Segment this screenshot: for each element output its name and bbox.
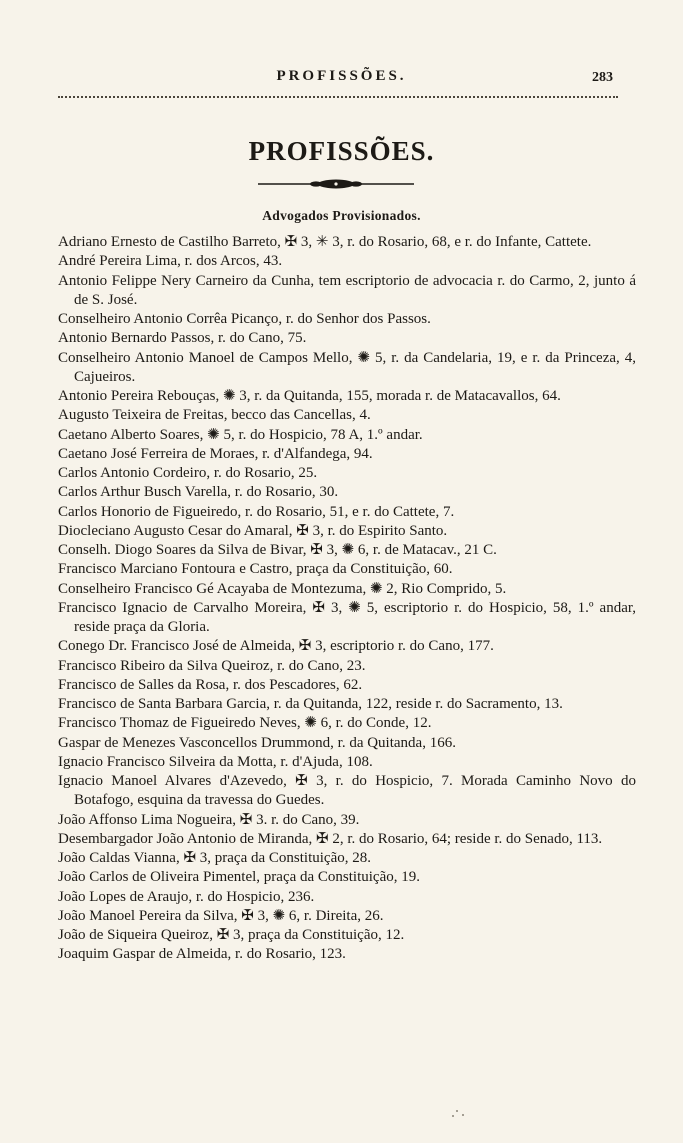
directory-entry: João Caldas Vianna, ✠ 3, praça da Constituição, 28. (58, 850, 371, 866)
directory-entry: Antonio Bernardo Passos, r. do Cano, 75. (58, 330, 307, 347)
directory-entry: Caetano Alberto Soares, ✺ 5, r. do Hospicio, 78 A, 1.º andar. (58, 426, 423, 443)
directory-entry: João Carlos de Oliveira Pimentel, praça da Constituição, 19. (58, 869, 420, 886)
directory-entry: Ignacio Manoel Alvares d'Azevedo, ✠ 3, r. do Hospicio, 7. Morada Caminho Novo do Botafogo, esquina da travessa do Guedes. (58, 773, 636, 809)
directory-entry: Francisco Ignacio de Carvalho Moreira, ✠ 3, ✺ 5, escriptorio r. do Hospicio, 58, 1.º andar, reside praça da Gloria. (58, 599, 636, 635)
directory-entry: Carlos Antonio Cordeiro, r. do Rosario, 25. (58, 465, 318, 481)
directory-entry: Diocleciano Augusto Cesar do Amaral, ✠ 3, r. do Espirito Santo. (58, 522, 448, 539)
directory-entry: Conselheiro Antonio Manoel de Campos Mello, ✺ 5, r. da Candelaria, 19, e r. da Princeza, 4, Cajueiros. (58, 349, 636, 385)
directory-entry: Francisco de Salles da Rosa, r. dos Pescadores, 62. (58, 676, 363, 693)
directory-entry: Adriano Ernesto de Castilho Barreto, ✠ 3, ✳ 3, r. do Rosario, 68, e r. do Infante, Cattete. (58, 234, 592, 250)
directory-entry: Conselheiro Francisco Gé Acayaba de Montezuma, ✺ 2, Rio Comprido, 5. (58, 580, 507, 597)
directory-entry: Augusto Teixeira de Freitas, becco das Cancellas, 4. (58, 407, 371, 424)
directory-entry: João de Siqueira Queiroz, ✠ 3, praça da Constituição, 12. (58, 927, 405, 943)
header-rule (58, 96, 618, 98)
directory-entry: André Pereira Lima, r. dos Arcos, 43. (58, 253, 283, 270)
directory-entry: Conselheiro Antonio Corrêa Picanço, r. do Senhor dos Passos. (58, 311, 431, 327)
directory-entry: João Manoel Pereira da Silva, ✠ 3, ✺ 6, r. Direita, 26. (58, 907, 384, 924)
directory-entry: João Lopes de Araujo, r. do Hospicio, 236. (58, 888, 315, 905)
directory-entry: Francisco Thomaz de Figueiredo Neves, ✺ 6, r. do Conde, 12. (58, 715, 432, 732)
directory-entry: Desembargador João Antonio de Miranda, ✠ 2, r. do Rosario, 64; reside r. do Senado, 113. (58, 830, 603, 847)
directory-entry: Gaspar de Menezes Vasconcellos Drummond, r. da Quitanda, 166. (58, 734, 456, 751)
directory-entry: Francisco Ribeiro da Silva Queiroz, r. do Cano, 23. (58, 657, 366, 674)
ornament-divider (258, 178, 414, 190)
paper-speck (462, 1114, 464, 1116)
main-title: PROFISSÕES. (248, 136, 435, 166)
section-title: Advogados Provisionados. (262, 208, 421, 223)
directory-entry: Francisco de Santa Barbara Garcia, r. da Quitanda, 122, reside r. do Sacramento, 13. (58, 696, 563, 712)
directory-entry: Francisco Marciano Fontoura e Castro, praça da Constituição, 60. (58, 561, 453, 578)
directory-entry: Carlos Honorio de Figueiredo, r. do Rosario, 51, e r. do Cattete, 7. (58, 503, 455, 520)
directory-entry: Antonio Pereira Rebouças, ✺ 3, r. da Quitanda, 155, morada r. de Matacavallos, 64. (58, 388, 561, 404)
running-head (0, 68, 683, 92)
directory-entry: Caetano José Ferreira de Moraes, r. d'Alfandega, 94. (58, 445, 373, 462)
paper-speck (452, 1115, 454, 1117)
entries-list (58, 233, 636, 965)
directory-entry: Conego Dr. Francisco José de Almeida, ✠ 3, escriptorio r. do Cano, 177. (58, 638, 494, 655)
directory-entry: Carlos Arthur Busch Varella, r. do Rosario, 30. (58, 484, 339, 501)
directory-entry: João Affonso Lima Nogueira, ✠ 3. r. do Cano, 39. (58, 811, 360, 828)
directory-entry: Ignacio Francisco Silveira da Motta, r. d'Ajuda, 108. (58, 753, 373, 770)
running-title: PROFISSÕES. (276, 68, 407, 84)
directory-entry: Joaquim Gaspar de Almeida, r. do Rosario, 123. (58, 946, 346, 963)
directory-entry: Conselh. Diogo Soares da Silva de Bivar, ✠ 3, ✺ 6, r. de Matacav., 21 C. (58, 542, 497, 558)
directory-entry: Antonio Felippe Nery Carneiro da Cunha, tem escriptorio de advocacia r. do Carmo, 2, junto á de S. José. (58, 272, 636, 308)
paper-speck (456, 1110, 458, 1112)
page-number: 283 (592, 70, 613, 85)
